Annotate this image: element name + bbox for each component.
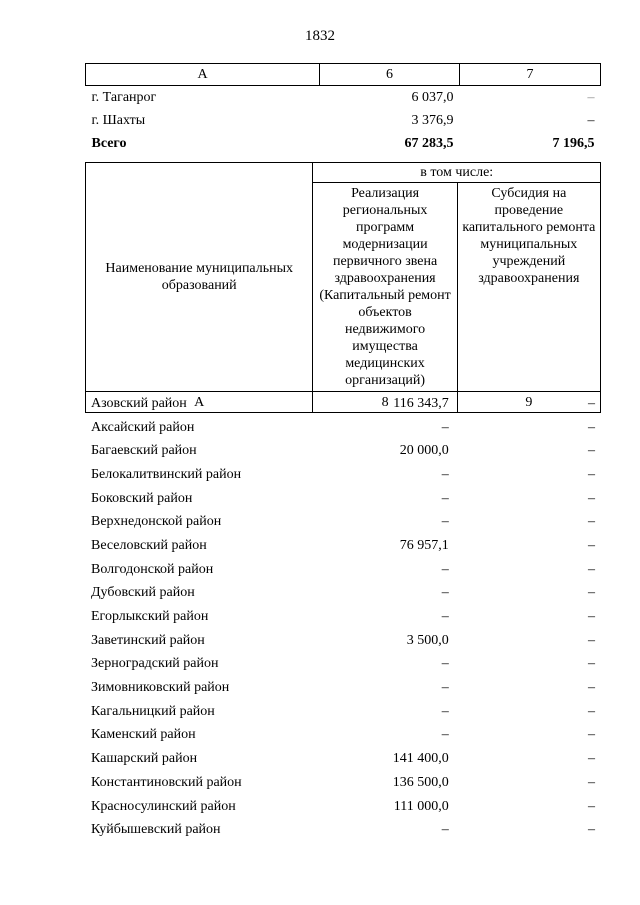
district-value-9: – xyxy=(588,466,595,482)
district-value-9: – xyxy=(588,727,595,743)
district-name: Дубовский район xyxy=(91,585,195,601)
header-table xyxy=(85,162,601,413)
table-row xyxy=(85,795,601,819)
column-code-a: А xyxy=(86,392,313,413)
table-row xyxy=(85,653,601,677)
district-name: Верхнедонской район xyxy=(91,514,222,530)
district-value-8: – xyxy=(441,490,449,506)
district-name: Кагальницкий район xyxy=(91,703,215,719)
district-value-9: – xyxy=(588,703,595,719)
district-name: Волгодонской район xyxy=(91,561,214,577)
column-code-a: А xyxy=(86,64,320,86)
district-name: Багаевский район xyxy=(91,443,197,459)
table-row xyxy=(85,605,601,629)
district-name: Зимовниковский район xyxy=(91,680,230,696)
district-value-8: 3 500,0 xyxy=(406,632,449,648)
district-value-9: – xyxy=(588,443,595,459)
table-row xyxy=(85,439,601,463)
table-row xyxy=(85,629,601,653)
row-value-6: 3 376,9 xyxy=(411,112,454,128)
district-value-9: – xyxy=(588,585,595,601)
table-row xyxy=(85,392,601,416)
district-name: Красносулинский район xyxy=(91,798,236,814)
district-value-9: – xyxy=(588,609,595,625)
table-row xyxy=(85,747,601,771)
district-value-9: – xyxy=(588,490,595,506)
table-row xyxy=(85,676,601,700)
district-value-8: 111 000,0 xyxy=(393,798,449,814)
district-name: Аксайский район xyxy=(91,419,195,435)
district-name: Константиновский район xyxy=(91,774,242,790)
group-header: в том числе: xyxy=(313,163,601,183)
district-value-8: 116 343,7 xyxy=(393,395,449,411)
district-name: Зерноградский район xyxy=(91,656,219,672)
column-code-row xyxy=(86,64,601,86)
table-row xyxy=(85,463,601,487)
district-value-8: – xyxy=(441,585,449,601)
row-value-7: – xyxy=(587,112,595,128)
district-name: Куйбышевский район xyxy=(91,822,221,838)
district-name: Веселовский район xyxy=(91,537,207,553)
table-row xyxy=(85,582,601,606)
column-code-9: 9 xyxy=(457,392,600,413)
column-9-header: Субсидия на проведение капитального ремонта муниципальных учреждений здравоохранения xyxy=(457,183,600,392)
district-value-9: – xyxy=(588,751,595,767)
table-row xyxy=(86,86,601,110)
district-value-8: – xyxy=(441,561,449,577)
table-row xyxy=(85,558,601,582)
district-value-8: – xyxy=(441,727,449,743)
district-value-8: – xyxy=(441,419,449,435)
district-value-8: 20 000,0 xyxy=(399,443,449,459)
table-row xyxy=(85,771,601,795)
district-value-9: – xyxy=(588,656,595,672)
district-value-9: – xyxy=(588,537,595,553)
row-name: г. Таганрог xyxy=(91,89,157,105)
district-name: Каменский район xyxy=(91,727,196,743)
district-value-9: – xyxy=(588,514,595,530)
district-name: Боковский район xyxy=(91,490,193,506)
district-value-9: – xyxy=(588,798,595,814)
district-value-9: – xyxy=(588,774,595,790)
total-row xyxy=(86,132,601,155)
district-value-9: – xyxy=(588,632,595,648)
district-value-9: – xyxy=(588,395,595,411)
district-value-8: – xyxy=(441,680,449,696)
district-value-8: – xyxy=(441,609,449,625)
table-row xyxy=(85,700,601,724)
district-value-8: – xyxy=(441,466,449,482)
column-code-6: 6 xyxy=(320,64,460,86)
districts-table xyxy=(85,392,601,842)
name-column-header: Наименование муниципальных образований xyxy=(86,163,313,392)
district-name: Белокалитвинский район xyxy=(91,466,242,482)
district-name: Заветинский район xyxy=(91,632,205,648)
table-row xyxy=(85,534,601,558)
district-value-8: 136 500,0 xyxy=(392,774,449,790)
district-name: Егорлыкский район xyxy=(91,609,209,625)
district-value-8: – xyxy=(441,822,449,838)
table-row xyxy=(85,724,601,748)
column-code-7: 7 xyxy=(460,64,601,86)
row-name: г. Шахты xyxy=(91,112,146,128)
page-number: 1832 xyxy=(305,28,335,44)
column-8-header: Реализация региональных программ модернизации первичного звена здравоохранения (Капитальный ремонт объектов недвижимого имущества медицинских организаций) xyxy=(313,183,457,392)
district-value-9: – xyxy=(588,680,595,696)
district-value-9: – xyxy=(588,822,595,838)
column-code-8: 8 xyxy=(313,392,457,413)
table-row xyxy=(85,510,601,534)
table-row xyxy=(86,109,601,132)
district-value-8: – xyxy=(441,656,449,672)
district-value-8: 141 400,0 xyxy=(392,751,449,767)
district-value-9: – xyxy=(588,419,595,435)
row-value-6: 6 037,0 xyxy=(411,89,454,105)
total-value-7: 7 196,5 xyxy=(552,135,595,151)
total-label: Всего xyxy=(91,135,127,151)
row-value-7: – xyxy=(587,89,595,105)
district-value-8: – xyxy=(441,514,449,530)
total-value-6: 67 283,5 xyxy=(404,135,454,151)
district-value-8: 76 957,1 xyxy=(399,537,449,553)
district-value-8: – xyxy=(441,703,449,719)
table-row xyxy=(85,487,601,511)
table-row xyxy=(85,416,601,440)
district-name: Азовский район xyxy=(91,395,187,411)
table-row xyxy=(85,818,601,842)
district-name: Кашарский район xyxy=(91,751,198,767)
district-value-9: – xyxy=(588,561,595,577)
summary-table xyxy=(85,63,601,155)
